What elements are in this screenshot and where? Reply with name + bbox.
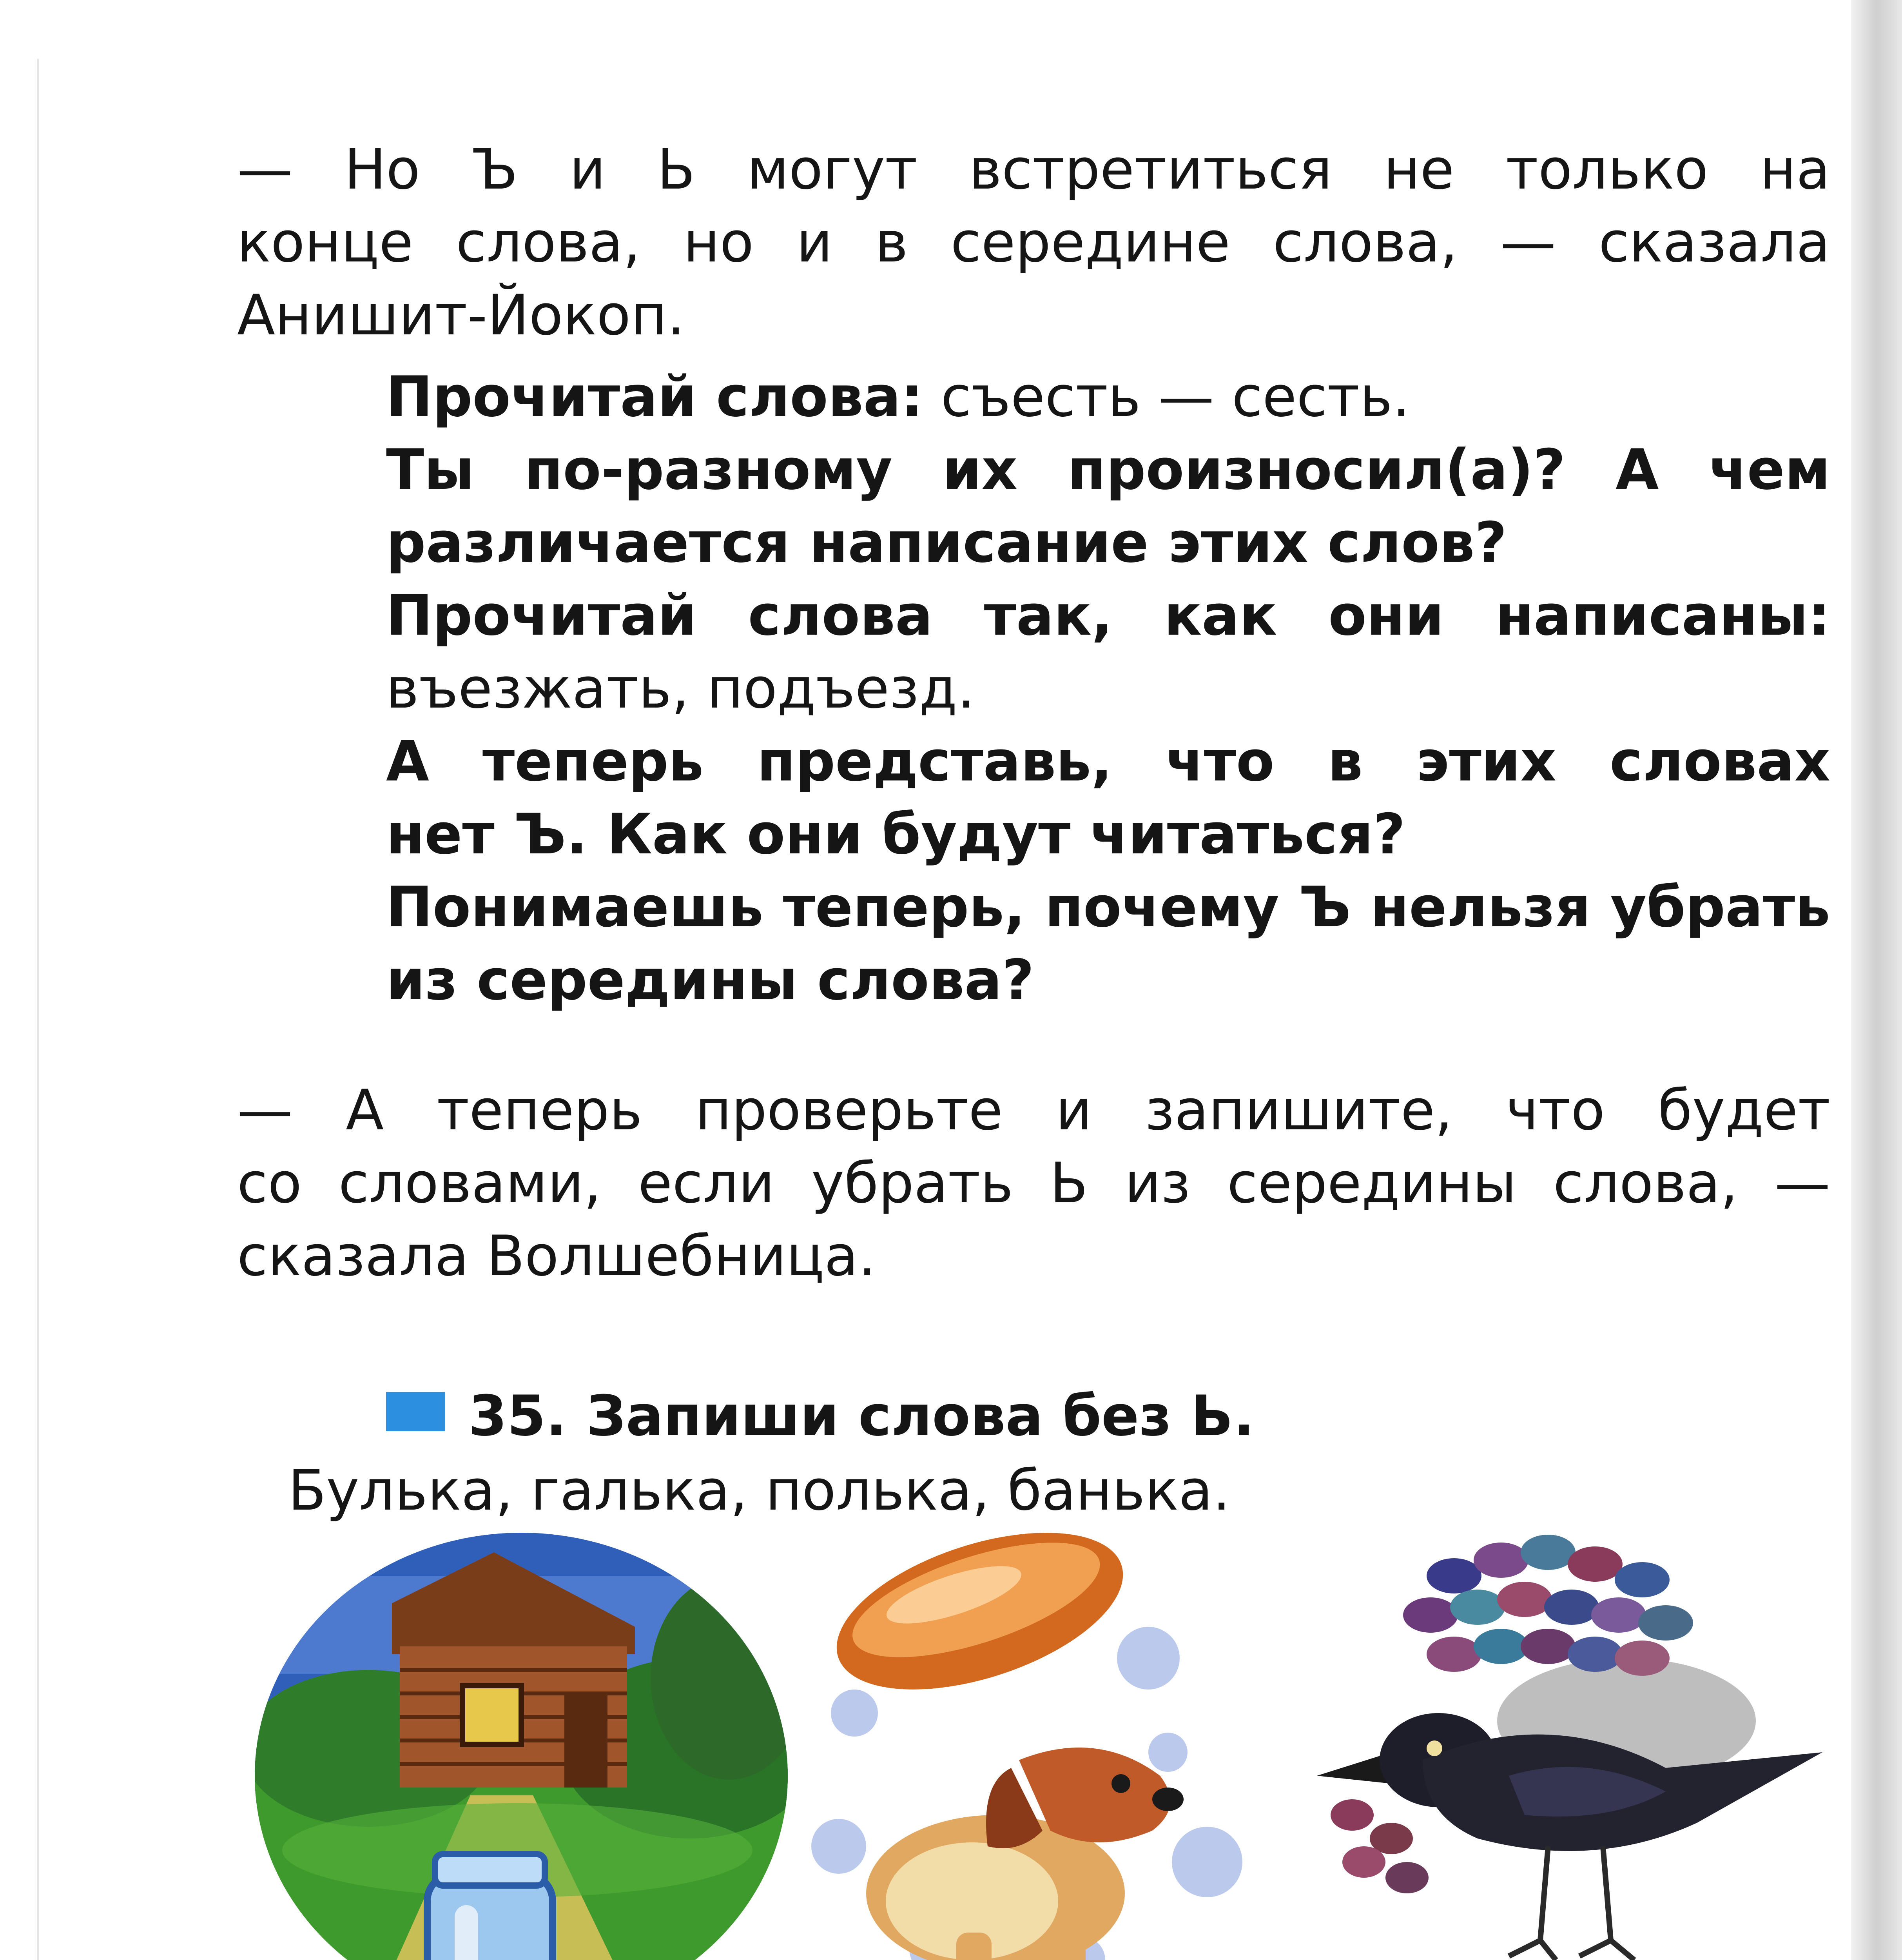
wizard-line: со словами, если убрать Ь из середины слова, — (237, 1151, 1830, 1216)
read-as-written-label: Прочитай слова так, как они написаны: (386, 583, 1830, 648)
instructions-block (386, 361, 1830, 1017)
intro-line: конце слова, но и в середине слова, — сказала (237, 210, 1830, 275)
wizard-line: сказала Волшебница. (237, 1224, 876, 1289)
understand-line: из середины слова? (386, 948, 1034, 1013)
imagine-line: нет Ъ. Как они будут читаться? (386, 802, 1405, 867)
book-spine-shadow (1851, 0, 1902, 1960)
read-words-items: съесть — сесть. (941, 365, 1411, 429)
exercise-heading-text: 35. Запиши слова без Ь. (468, 1384, 1255, 1448)
page-left-edge (37, 59, 39, 1960)
imagine-line: А теперь представь, что в этих словах (386, 729, 1830, 794)
intro-line: Анишит-Йокоп. (237, 283, 685, 348)
read-as-written-items: въезжать, подъезд. (386, 656, 975, 721)
exercise-words: Булька, галька, полька, банька. (288, 1458, 1231, 1523)
read-words-label: Прочитай слова: (386, 365, 923, 429)
wizard-line: — А теперь проверьте и запишите, что будет (237, 1078, 1830, 1143)
exercise-marker-icon (386, 1392, 445, 1431)
exercise-heading (386, 1380, 1254, 1453)
crow-and-pebbles-illustration (1274, 1517, 1854, 1960)
q1-line: Ты по-разному их произносил(а)? А чем (386, 437, 1830, 502)
read-words-line (386, 361, 1830, 434)
dog-and-bread-illustration (776, 1509, 1278, 1960)
intro-line: — Но Ъ и Ь могут встретиться не только на (237, 137, 1830, 202)
understand-line: Понимаешь теперь, почему Ъ нельзя убрать (386, 875, 1830, 940)
intro-paragraph (237, 133, 1830, 352)
wizard-paragraph (237, 1074, 1830, 1293)
bathhouse-illustration (251, 1529, 792, 1960)
q1-line: различается написание этих слов? (386, 510, 1507, 575)
